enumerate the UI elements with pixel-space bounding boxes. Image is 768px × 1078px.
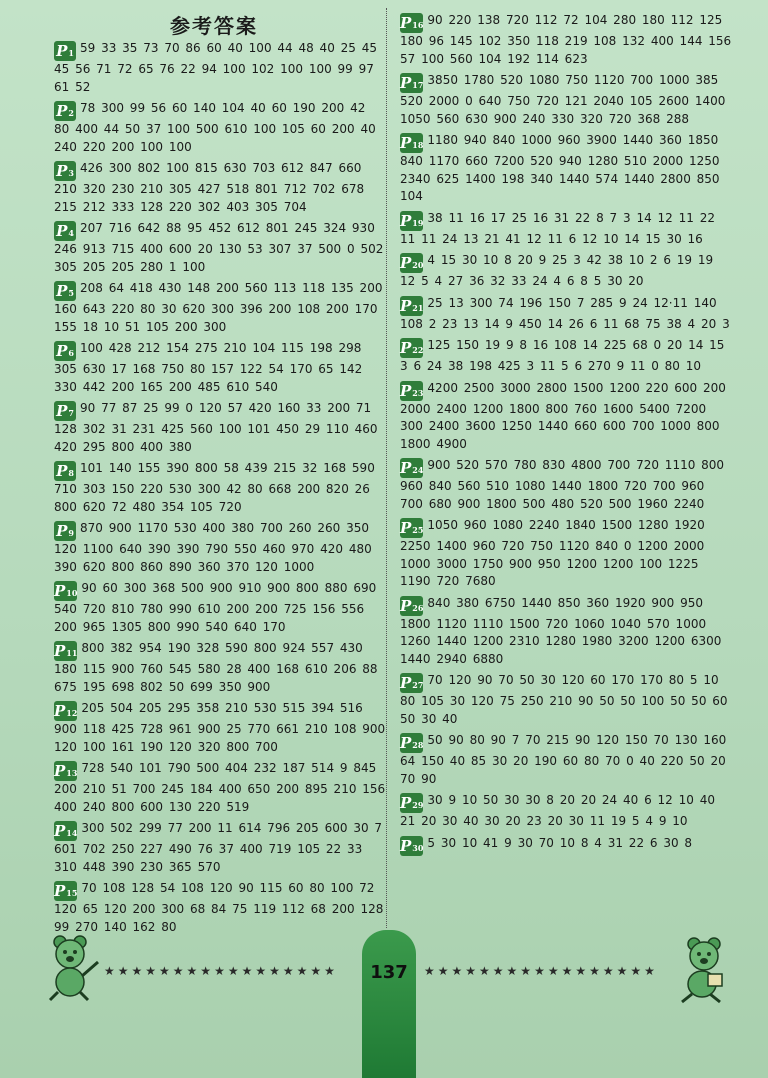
badge-letter: P: [400, 134, 412, 152]
badge-number: 7: [68, 408, 74, 418]
answer-section: [54, 460, 386, 516]
answer-values: 208 64 418 430 148 200 560 113 118 135 200 160 643 220 80 30 620 300 396 200 108 200 170 155 18 10 51 105 200 300: [54, 281, 383, 334]
badge-letter: P: [400, 596, 412, 615]
section-number-badge: [54, 461, 76, 481]
answer-values: 5 30 10 41 9 30 70 10 8 4 31 22 6 30 8: [427, 835, 693, 850]
badge-number: 12: [66, 708, 78, 718]
badge-letter: P: [54, 882, 66, 900]
badge-number: 5: [68, 288, 74, 298]
section-number-badge: [400, 518, 423, 538]
section-number-badge: [54, 701, 77, 721]
answer-section: [400, 732, 732, 788]
answer-values: 207 716 642 88 95 452 612 801 245 324 930 246 913 715 400 600 20 130 53 307 37 500 0 502 305 205 205 280 1 100: [54, 221, 384, 274]
section-number-badge: [54, 641, 77, 661]
badge-letter: P: [400, 296, 412, 315]
answer-section: [400, 252, 732, 291]
answer-values: 870 900 1170 530 400 380 700 260 260 350 120 1100 640 390 390 790 550 460 970 420 480 390 620 800 860 890 360 370 120 1000: [54, 521, 372, 574]
section-number-badge: [400, 338, 423, 358]
section-number-badge: [400, 296, 423, 316]
badge-letter: P: [400, 211, 412, 230]
answer-values: 50 90 80 90 7 70 215 90 120 150 70 130 160 64 150 40 85 30 20 190 60 80 70 0 40 220 50 20 70 90: [400, 733, 727, 786]
section-number-badge: [54, 821, 77, 841]
badge-number: 6: [68, 348, 74, 358]
badge-number: 19: [412, 217, 424, 228]
section-number-badge: [400, 596, 423, 616]
badge-letter: P: [400, 14, 412, 32]
section-number-badge: [54, 221, 76, 241]
section-number-badge: [400, 133, 423, 153]
section-number-badge: [400, 673, 423, 693]
footer-decoration: [0, 930, 768, 1078]
badge-letter: P: [56, 342, 68, 360]
badge-letter: P: [56, 522, 68, 540]
answer-section: [400, 132, 732, 206]
section-number-badge: [400, 13, 423, 33]
badge-number: 17: [412, 80, 424, 90]
answer-section: [54, 220, 386, 276]
answer-values: 90 60 300 368 500 900 910 900 800 880 690 540 720 810 780 990 610 200 200 725 156 556 200 965 1305 800 990 540 640 170: [54, 581, 377, 634]
section-number-badge: [54, 401, 76, 421]
answer-values: 900 520 570 780 830 4800 700 720 1110 800 960 840 560 510 1080 1440 1800 720 700 960 700 680 900 1800 500 480 520 500 1960 2240: [400, 458, 725, 511]
section-number-badge: [400, 211, 423, 231]
answer-values: 4 15 30 10 8 20 9 25 3 42 38 10 2 6 19 19 12 5 4 27 36 32 33 24 4 6 8 5 30 20: [400, 253, 714, 288]
badge-number: 3: [68, 168, 74, 178]
section-number-badge: [54, 761, 77, 781]
section-number-badge: [400, 253, 423, 273]
section-number-badge: [54, 581, 77, 601]
badge-letter: P: [400, 734, 412, 752]
answer-values: 25 13 300 74 196 150 7 285 9 24 12·11 140 108 2 23 13 14 9 450 14 26 6 11 68 75 38 4 20 3: [400, 295, 730, 331]
badge-letter: P: [56, 102, 68, 120]
answer-values: 101 140 155 390 800 58 439 215 32 168 590 710 303 150 220 530 300 42 80 668 200 820 26 800 620 72 480 354 105 720: [54, 461, 375, 514]
badge-number: 2: [68, 108, 74, 118]
answer-section: [400, 835, 732, 856]
bear-cartoon-icon: [672, 934, 730, 1004]
answer-section: [54, 580, 386, 636]
badge-number: 15: [66, 888, 78, 898]
answer-section: [400, 672, 732, 728]
answer-values: 38 11 16 17 25 16 31 22 8 7 3 14 12 11 22 11 11 24 13 21 41 12 11 6 12 10 14 15 30 16: [400, 210, 715, 246]
stars-left: ★★★★★★★★★★★★★★★★★: [104, 964, 338, 978]
answer-section: [54, 40, 386, 96]
badge-number: 21: [412, 302, 424, 313]
answer-section: [54, 640, 386, 696]
answer-section: [54, 160, 386, 216]
answer-section: [400, 12, 732, 68]
badge-number: 27: [412, 680, 424, 690]
stars-right: ★★★★★★★★★★★★★★★★★: [424, 964, 658, 978]
badge-letter: P: [56, 42, 68, 60]
answer-section: [54, 760, 386, 816]
answer-section: [400, 337, 732, 376]
badge-number: 30: [412, 842, 424, 853]
badge-number: 13: [66, 768, 78, 778]
answer-values: 4200 2500 3000 2800 1500 1200 220 600 200 2000 2400 1200 1800 800 760 1600 5400 7200 300 2400 3600 1250 1440 660 600 700 1000 800 1800 4900: [400, 380, 726, 451]
badge-letter: P: [56, 462, 68, 480]
badge-letter: P: [400, 836, 412, 855]
badge-letter: P: [400, 74, 412, 92]
section-number-badge: [400, 793, 423, 813]
badge-letter: P: [54, 822, 66, 840]
badge-number: 22: [412, 345, 424, 355]
answer-values: 90 77 87 25 99 0 120 57 420 160 33 200 71 128 302 31 231 425 560 100 101 450 29 110 460 420 295 800 400 380: [54, 401, 378, 454]
section-number-badge: [400, 381, 423, 401]
section-number-badge: [54, 881, 77, 901]
section-number-badge: [54, 101, 76, 121]
badge-letter: P: [400, 519, 412, 537]
section-number-badge: [54, 521, 76, 541]
answer-section: [400, 380, 732, 454]
answer-values: 800 382 954 190 328 590 800 924 557 430 180 115 900 760 545 580 28 400 168 610 206 88 675 195 698 802 50 699 350 900: [54, 641, 378, 694]
answer-values: 300 502 299 77 200 11 614 796 205 600 30 7 601 702 250 227 490 76 37 400 719 105 22 33 310 448 390 230 365 570: [54, 821, 383, 874]
badge-letter: P: [56, 222, 68, 240]
section-number-badge: [400, 458, 423, 478]
badge-number: 11: [66, 648, 78, 658]
badge-number: 20: [412, 260, 424, 270]
answer-section: [54, 280, 386, 336]
answer-values: 78 300 99 56 60 140 104 40 60 190 200 42 80 400 44 50 37 100 500 610 100 105 60 200 40 240 220 200 100 100: [54, 101, 376, 154]
answer-section: [400, 457, 732, 513]
badge-number: 29: [412, 800, 424, 810]
section-number-badge: [400, 73, 423, 93]
badge-number: 10: [66, 588, 78, 598]
badge-number: 23: [412, 387, 424, 398]
answer-section: [54, 400, 386, 456]
answer-values: 426 300 802 100 815 630 703 612 847 660 210 320 230 210 305 427 518 801 712 702 678 215 212 333 128 220 302 403 305 704: [54, 161, 365, 214]
badge-letter: P: [56, 402, 68, 420]
answer-values: 125 150 19 9 8 16 108 14 225 68 0 20 14 15 3 6 24 38 198 425 3 11 5 6 270 9 11 0 80 10: [400, 338, 725, 373]
answer-values: 70 120 90 70 50 30 120 60 170 170 80 5 10 80 105 30 120 75 250 210 90 50 50 100 50 50 60 50 30 40: [400, 673, 728, 726]
badge-letter: P: [400, 794, 412, 812]
badge-number: 25: [412, 525, 424, 535]
answer-values: 90 220 138 720 112 72 104 280 180 112 125 180 96 145 102 350 118 219 108 132 400 144 156 57 100 560 104 192 114 623: [400, 13, 732, 66]
page-title: 参考答案: [170, 14, 258, 38]
badge-letter: P: [400, 254, 412, 272]
answer-section: [54, 520, 386, 576]
badge-letter: P: [54, 582, 66, 600]
answer-values: 59 33 35 73 70 86 60 40 100 44 48 40 25 45 45 56 71 72 65 76 22 94 100 102 100 100 99 97 61 52: [54, 41, 377, 94]
badge-letter: P: [56, 282, 68, 300]
badge-letter: P: [54, 642, 66, 660]
answer-values: 840 380 6750 1440 850 360 1920 900 950 1800 1120 1110 1500 720 1060 1040 570 1000 1260 1440 1200 2310 1280 1980 3200 1200 6300 1440 2940 6880: [400, 595, 722, 666]
answer-section: [400, 210, 732, 249]
answer-values: 1180 940 840 1000 960 3900 1440 360 1850 840 1170 660 7200 520 940 1280 510 2000 1250 2340 625 1400 198 340 1440 574 1440 2800 850 104: [400, 133, 720, 203]
badge-letter: P: [400, 674, 412, 692]
badge-letter: P: [54, 702, 66, 720]
section-number-badge: [54, 161, 76, 181]
section-number-badge: [54, 41, 76, 61]
bear-cartoon-icon: [44, 932, 102, 1002]
column-divider: [386, 8, 389, 928]
answer-values: 1050 960 1080 2240 1840 1500 1280 1920 2250 1400 960 720 750 1120 840 0 1200 2000 1000 3000 1750 900 950 1200 1200 100 1225 1190 720 7680: [400, 518, 705, 588]
badge-number: 14: [66, 828, 78, 838]
badge-letter: P: [400, 339, 412, 357]
answer-section: [54, 820, 386, 876]
answer-section: [400, 517, 732, 591]
badge-number: 28: [412, 740, 424, 750]
answer-section: [54, 700, 386, 756]
badge-letter: P: [400, 381, 412, 400]
badge-number: 8: [68, 468, 74, 478]
badge-number: 16: [412, 20, 424, 30]
badge-number: 18: [412, 140, 424, 150]
badge-letter: P: [56, 162, 68, 180]
answer-values: 70 108 128 54 108 120 90 115 60 80 100 72 120 65 120 200 300 68 84 75 119 112 68 200 128 99 270 140 162 80: [54, 881, 384, 934]
badge-number: 26: [412, 602, 424, 613]
badge-number: 4: [68, 228, 74, 238]
section-number-badge: [54, 281, 76, 301]
answer-values: 728 540 101 790 500 404 232 187 514 9 845 200 210 51 700 245 184 400 650 200 895 210 156 400 240 800 600 130 220 519: [54, 761, 386, 814]
section-number-badge: [400, 733, 423, 753]
section-number-badge: [400, 836, 423, 856]
answer-section: [400, 295, 732, 334]
section-number-badge: [54, 341, 76, 361]
answer-values: 205 504 205 295 358 210 530 515 394 516 900 118 425 728 961 900 25 770 661 210 108 900 120 100 161 190 120 320 800 700: [54, 701, 386, 754]
answer-values: 100 428 212 154 275 210 104 115 198 298 305 630 17 168 750 80 157 122 54 170 65 142 330 442 200 165 200 485 610 540: [54, 341, 363, 394]
badge-number: 24: [412, 465, 424, 475]
badge-letter: P: [400, 459, 412, 477]
page-number: 137: [370, 962, 408, 983]
answer-section: [400, 792, 732, 831]
badge-number: 1: [68, 48, 74, 58]
badge-letter: P: [54, 762, 66, 780]
answer-section: [400, 72, 732, 128]
answer-values: 30 9 10 50 30 30 8 20 20 24 40 6 12 10 40 21 20 30 40 30 20 23 20 30 11 19 5 4 9 10: [400, 793, 715, 828]
page-number-tab: [362, 930, 416, 1078]
answer-values: 3850 1780 520 1080 750 1120 700 1000 385 520 2000 0 640 750 720 121 2040 105 2600 1400 1050 560 630 900 240 330 320 720 368 288: [400, 73, 726, 126]
answer-section: [54, 340, 386, 396]
left-answer-column: [54, 40, 386, 940]
badge-number: 9: [68, 528, 74, 538]
answer-section: [400, 595, 732, 669]
right-answer-column: [400, 12, 732, 860]
answer-section: [54, 880, 386, 936]
answer-section: [54, 100, 386, 156]
